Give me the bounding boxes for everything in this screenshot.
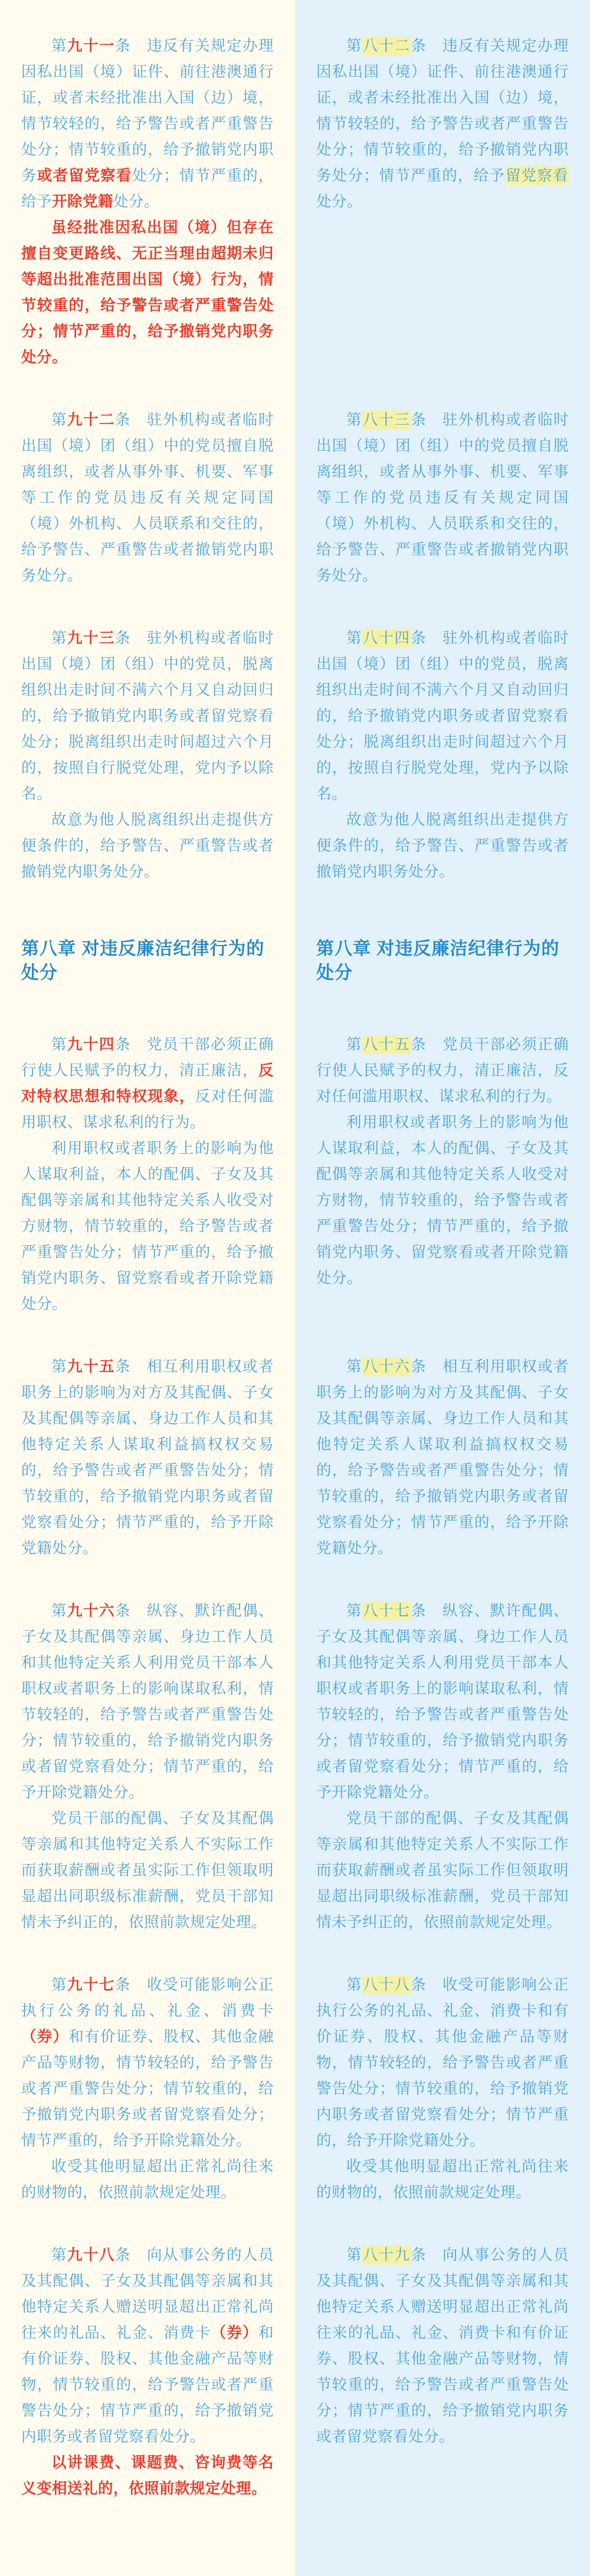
text-segment: 和有价证券、股权、其他金融产品等财物，情节较重的，给予警告或者严重警告处分；情节严重的，给予撤销党内职务或者留党察看处分。 — [21, 2325, 274, 2445]
highlighted-text: 八十七 — [362, 1603, 411, 1619]
text-segment: 第 — [346, 38, 362, 54]
article — [316, 1972, 569, 2206]
new-version-cell — [295, 1580, 590, 1954]
new-version-cell — [295, 1013, 590, 1335]
old-version-cell — [0, 1580, 295, 1954]
paragraph — [21, 215, 274, 370]
paragraph — [21, 1032, 274, 1136]
article — [21, 1972, 274, 2206]
red-emphasis: 九十五 — [67, 1358, 115, 1375]
article — [316, 1354, 569, 1561]
highlighted-text: 八十四 — [362, 630, 411, 647]
text-segment: 第 — [346, 1358, 362, 1375]
text-segment: 条 纵容、默许配偶、子女及其配偶等亲属、身边工作人员和其他特定关系人利用党员干部本人职权或者职务上的影响谋取私利，情节较轻的，给予警告或者严重警告处分；情节较重的，给予撤销党内职务或者留党察看处分；情节严重的，给予开除党籍处分。 — [316, 1603, 569, 1801]
article — [21, 2242, 274, 2502]
text-segment: 利用职权或者职务上的影响为他人谋取利益，本人的配偶、子女及其配偶等亲属和其他特定关系人收受对方财物，情节较重的，给予警告或者严重警告处分；情节严重的，给予撤销党内职务、留党察看或者开除党籍处分。 — [316, 1114, 569, 1287]
paragraph — [316, 1354, 569, 1561]
paragraph — [21, 625, 274, 807]
article — [21, 33, 274, 370]
text-segment: 第 — [346, 1036, 362, 1053]
paragraph — [316, 807, 569, 885]
paragraph — [21, 2242, 274, 2450]
text-segment: 和有价证券、股权、其他金融产品等财物，情节较轻的，给予警告或者严重警告处分；情节较重的，给予撤销党内职务或者留党察看处分；情节严重的，给予开除党籍处分。 — [21, 2029, 274, 2149]
new-version-cell — [295, 2224, 590, 2520]
text-segment: 第 — [51, 2247, 67, 2263]
old-version-cell — [0, 2520, 295, 2576]
highlighted-text: 八十五 — [362, 1036, 411, 1053]
text-segment: 条 驻外机构或者临时出国（境）团（组）中的党员，脱离组织出走时间不满六个月又自动回归的，给予撤销党内职务或者留党察看处分；脱离组织出走时间超过六个月的，按照自行脱党处理，党内予以除名。 — [21, 630, 274, 802]
paragraph — [316, 1806, 569, 1935]
article — [21, 1032, 274, 1317]
text-segment: 条 驻外机构或者临时出国（境）团（组）中的党员，脱离组织出走时间不满六个月又自动回归的，给予撤销党内职务或者留党察看处分；脱离组织出走时间超过六个月的，按照自行脱党处理，党内予以除名。 — [316, 630, 569, 802]
article — [316, 2242, 569, 2450]
new-version-cell — [295, 607, 590, 903]
article — [21, 1598, 274, 1935]
text-segment: 条 向从事公务的人员及其配偶、子女及其配偶等亲属和其他特定关系人赠送明显超出正常礼尚往来的礼品、礼金、消费卡和有价证券、股权、其他金融产品等财物，情节较重的，给予警告或者严重警告处分；情节严重的，给予撤销党内职务或者留党察看处分。 — [316, 2247, 569, 2445]
text-segment: 条 收受可能影响公正执行公务的礼品、礼金、消费卡和有价证券、股权、其他金融产品等财物，情节较轻的，给予警告或者严重警告处分；情节较重的，给予撤销党内职务或者留党察看处分；情节严重的，给予开除党籍处分。 — [316, 1977, 569, 2149]
paragraph — [316, 1598, 569, 1806]
old-version-cell — [0, 2224, 295, 2520]
text-segment: 条 违反有关规定办理因私出国（境）证件、前往港澳通行证，或者未经批准出入国（边）境，情节较轻的，给予警告或者严重警告处分；情节较重的，给予撤销党内职务处分；情节严重的，给予 — [316, 38, 569, 184]
text-segment: 党员干部的配偶、子女及其配偶等亲属和其他特定关系人不实际工作而获取薪酬或者虽实际工作但领取明显超出同职级标准薪酬，党员干部知情未予纠正的，依照前款规定处理。 — [316, 1810, 569, 1931]
paragraph — [21, 1354, 274, 1561]
comparison-row — [0, 2224, 590, 2520]
text-segment: 条 党员干部必须正确行使人民赋予的权力，清正廉洁， — [21, 1036, 274, 1079]
new-version-cell — [295, 389, 590, 607]
red-emphasis: 九十四 — [67, 1036, 115, 1053]
text-segment: 处分。 — [316, 193, 363, 210]
paragraph — [316, 407, 569, 589]
red-emphasis: 虽经批准因私出国（境）但存在擅自变更路线、无正当理由超期未归等超出批准范围出国（境）行为，情节较重的，给予警告或者严重警告处分；情节严重的，给予撤销党内职务处分。 — [21, 219, 274, 366]
highlighted-text: 留党察看 — [505, 168, 568, 184]
red-emphasis: 九十三 — [67, 630, 115, 647]
paragraph — [21, 2450, 274, 2502]
old-version-cell — [0, 903, 295, 1013]
article — [21, 407, 274, 589]
paragraph — [21, 407, 274, 589]
new-version-cell — [295, 1954, 590, 2224]
comparison-row — [0, 1954, 590, 2224]
paragraph — [21, 1972, 274, 2154]
text-segment: 条 相互利用职权或者职务上的影响为对方及其配偶、子女及其配偶等亲属、身边工作人员和其他特定关系人谋取利益搞权权交易的，给予警告或者严重警告处分；情节较重的，给予撤销党内职务或者留党察看处分；情节严重的，给予开除党籍处分。 — [21, 1358, 274, 1557]
text-segment: 条 驻外机构或者临时出国（境）团（组）中的党员擅自脱离组织，或者从事外事、机要、军事等工作的党员违反有关规定同国（境）外机构、人员联系和交往的，给予警告、严重警告或者撤销党内职务处分。 — [316, 412, 569, 584]
text-segment: 条 违反有关规定办理因私出国（境）证件、前往港澳通行证，或者未经批准出入国（边）境，情节较轻的，给予警告或者严重警告处分；情节较重的，给予撤销党内职务 — [21, 38, 274, 184]
red-emphasis: 以讲课费、课题费、咨询费等名义变相送礼的，依照前款规定处理。 — [21, 2454, 274, 2497]
paragraph — [316, 33, 569, 215]
article — [316, 625, 569, 885]
paragraph — [316, 1972, 569, 2154]
paragraph — [21, 1136, 274, 1317]
paragraph — [316, 2154, 569, 2206]
comparison-row — [0, 389, 590, 607]
article — [316, 1598, 569, 1935]
paragraph — [316, 2242, 569, 2450]
text-segment: 故意为他人脱离组织出走提供方便条件的，给予警告、严重警告或者撤销党内职务处分。 — [316, 812, 569, 880]
new-version-cell — [295, 2520, 590, 2576]
text-segment: 第 — [346, 1977, 362, 1993]
red-emphasis: 九十八 — [67, 2247, 115, 2263]
new-version-cell — [295, 0, 590, 389]
paragraph — [21, 2154, 274, 2206]
text-segment: 第 — [51, 630, 67, 647]
text-segment: 条 向从事公务的人员及其配偶、子女及其配偶等亲属和其他特定关系人赠送明显超出正常礼尚往来的礼品、礼金、消费卡 — [21, 2247, 274, 2341]
text-segment: 利用职权或者职务上的影响为他人谋取利益，本人的配偶、子女及其配偶等亲属和其他特定关系人收受对方财物，情节较重的，给予警告或者严重警告处分；情节严重的，给予撤销党内职务、留党察看或者开除党籍处分。 — [21, 1140, 274, 1312]
old-version-cell — [0, 0, 295, 389]
red-emphasis: 九十一 — [67, 38, 115, 54]
text-segment: 第 — [51, 1603, 67, 1619]
text-segment: 第 — [346, 630, 362, 647]
text-segment: 条 驻外机构或者临时出国（境）团（组）中的党员擅自脱离组织，或者从事外事、机要、军事等工作的党员违反有关规定同国（境）外机构、人员联系和交往的，给予警告、严重警告或者撤销党内职务处分。 — [21, 412, 274, 584]
comparison-row — [0, 903, 590, 1013]
comparison-row — [0, 0, 590, 389]
text-segment: 第 — [51, 38, 67, 54]
comparison-row — [0, 607, 590, 903]
old-version-cell — [0, 389, 295, 607]
text-segment: 处分。 — [113, 193, 160, 210]
highlighted-text: 八十三 — [362, 412, 411, 428]
article — [21, 1354, 274, 1561]
article — [316, 407, 569, 589]
article — [316, 1032, 569, 1291]
text-segment: 收受其他明显超出正常礼尚往来的财物的，依照前款规定处理。 — [316, 2158, 569, 2201]
text-segment: 第 — [51, 1977, 67, 1993]
highlighted-text: 八十八 — [362, 1977, 411, 1993]
comparison-row — [0, 1580, 590, 1954]
red-emphasis: （券） — [211, 2325, 258, 2341]
text-segment: 第 — [346, 1603, 362, 1619]
paragraph — [21, 33, 274, 215]
text-segment: 第 — [346, 412, 362, 428]
article — [316, 33, 569, 215]
text-segment: 反对任何滥用职权、谋求私利的行为。 — [21, 1088, 274, 1131]
red-emphasis: 九十二 — [67, 412, 115, 428]
text-segment: 故意为他人脱离组织出走提供方便条件的，给予警告、严重警告或者撤销党内职务处分。 — [21, 812, 274, 880]
comparison-row — [0, 1013, 590, 1335]
text-segment: 条 党员干部必须正确行使人民赋予的权力，清正廉洁，反对任何滥用职权、谋求私利的行为。 — [316, 1036, 569, 1105]
text-segment: 第 — [51, 412, 67, 428]
old-version-cell — [0, 1954, 295, 2224]
old-version-cell — [0, 1335, 295, 1580]
highlighted-text: 八十二 — [362, 38, 411, 54]
text-segment: 第 — [346, 2247, 362, 2263]
background-filler-row — [0, 2520, 590, 2576]
comparison-row — [0, 1335, 590, 1580]
text-segment: 收受其他明显超出正常礼尚往来的财物的，依照前款规定处理。 — [21, 2158, 274, 2201]
text-segment: 党员干部的配偶、子女及其配偶等亲属和其他特定关系人不实际工作而获取薪酬或者虽实际工作但领取明显超出同职级标准薪酬，党员干部知情未予纠正的，依照前款规定处理。 — [21, 1810, 274, 1931]
text-segment: 条 相互利用职权或者职务上的影响为对方及其配偶、子女及其配偶等亲属、身边工作人员和其他特定关系人谋取利益搞权权交易的，给予警告或者严重警告处分；情节较重的，给予撤销党内职务或者留党察看处分；情节严重的，给予开除党籍处分。 — [316, 1358, 569, 1557]
article — [21, 625, 274, 885]
red-emphasis: 反对特权思想和特权现象， — [21, 1062, 274, 1105]
paragraph — [21, 1806, 274, 1935]
text-segment: 条 纵容、默许配偶、子女及其配偶等亲属、身边工作人员和其他特定关系人利用党员干部本人职权或者职务上的影响谋取私利，情节较轻的，给予警告或者严重警告处分；情节较重的，给予撤销党内职务或者留党察看处分；情节严重的，给予开除党籍处分。 — [21, 1603, 274, 1801]
red-emphasis: 开除党籍 — [52, 193, 114, 210]
red-emphasis: 九十六 — [67, 1603, 115, 1619]
red-emphasis: （券） — [21, 2029, 69, 2045]
paragraph — [21, 1598, 274, 1806]
paragraph — [316, 1032, 569, 1110]
new-version-cell — [295, 903, 590, 1013]
highlighted-text: 八十九 — [362, 2247, 411, 2263]
paragraph — [316, 625, 569, 807]
old-version-cell — [0, 607, 295, 903]
paragraph — [316, 1110, 569, 1291]
text-segment: 第 — [51, 1036, 67, 1053]
text-segment: 处分；情节严重的，给予 — [21, 168, 274, 210]
text-segment: 第 — [51, 1358, 67, 1375]
red-emphasis: 或者留党察看 — [37, 168, 132, 184]
chapter-heading: 第八章 对违反廉洁纪律行为的处分 — [316, 939, 560, 983]
highlighted-text: 八十六 — [362, 1358, 411, 1375]
paragraph — [21, 807, 274, 885]
chapter-heading: 第八章 对违反廉洁纪律行为的处分 — [21, 939, 265, 983]
text-segment: 条 收受可能影响公正执行公务的礼品、礼金、消费卡 — [21, 1977, 274, 2019]
new-version-cell — [295, 1335, 590, 1580]
old-version-cell — [0, 1013, 295, 1335]
red-emphasis: 九十七 — [67, 1977, 115, 1993]
